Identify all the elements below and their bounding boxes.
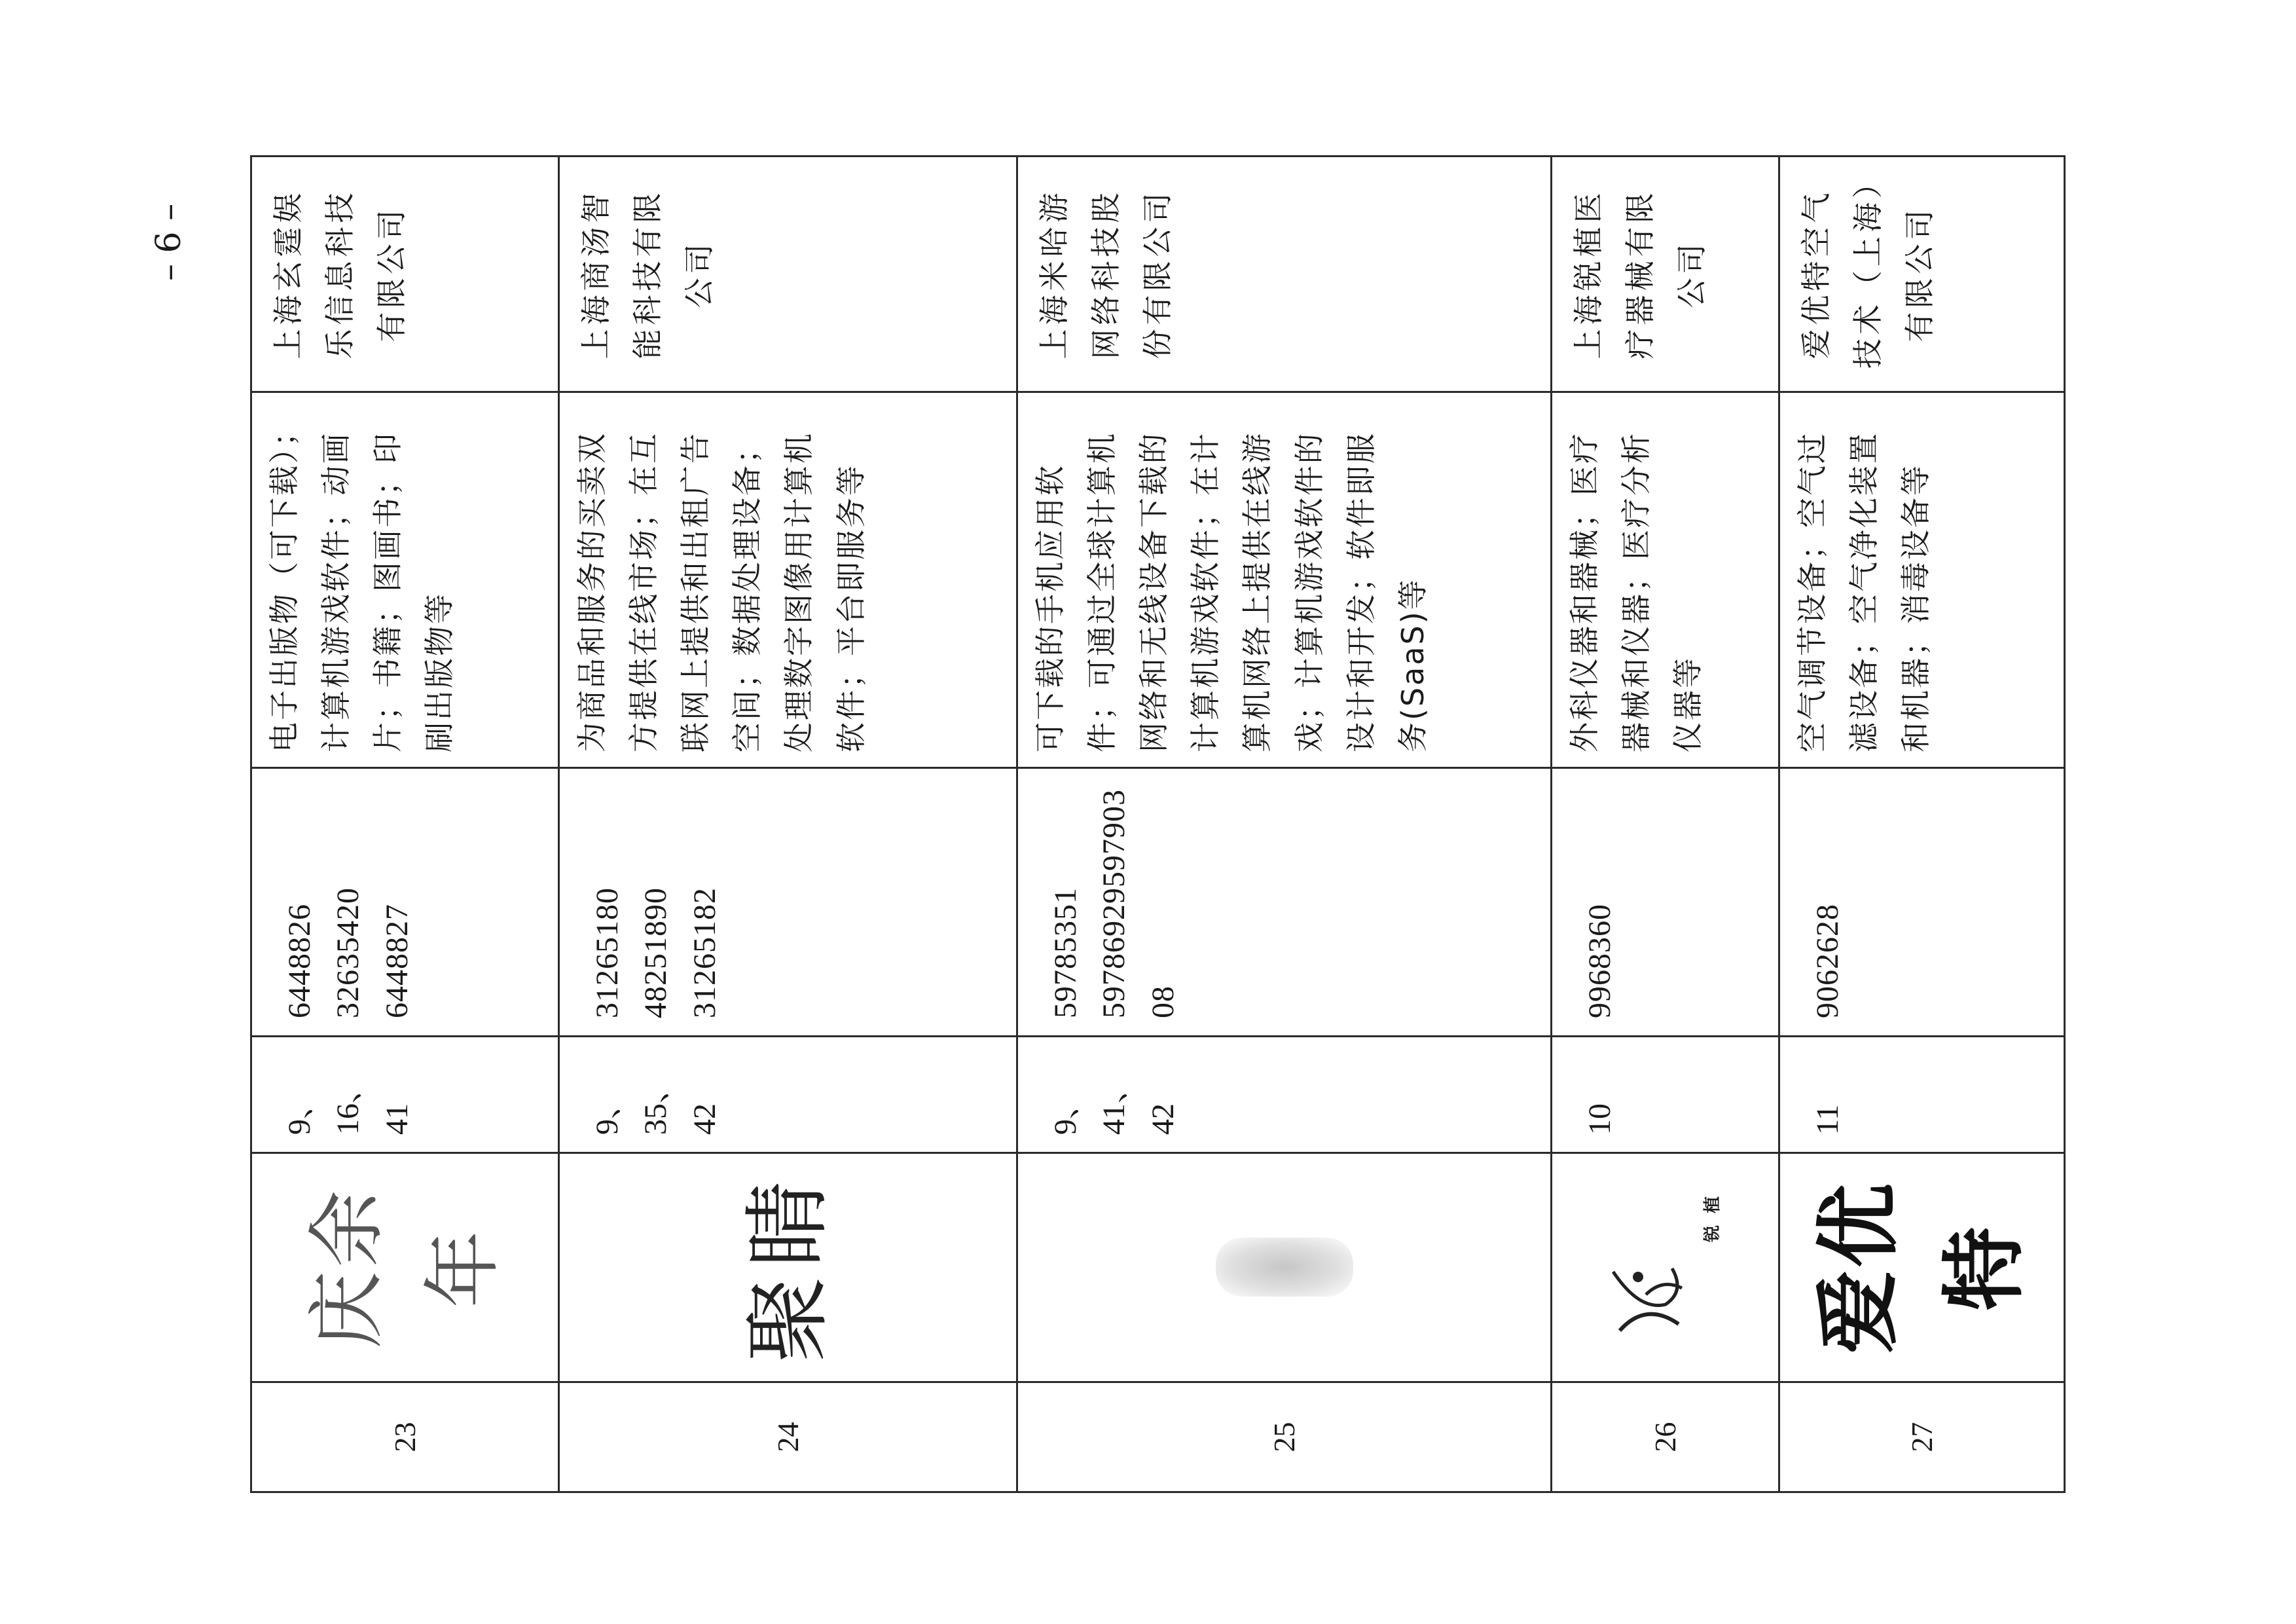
registration-number: 31265182: [687, 887, 722, 1018]
registration-number: 6448826: [282, 904, 317, 1018]
row-number: 24: [559, 1382, 1017, 1492]
trademark-logo: [559, 1153, 1017, 1382]
registration-numbers: [559, 768, 1017, 1037]
owner-company: 上海商汤智能科技有限公司: [559, 157, 1017, 392]
table-row: [559, 157, 1017, 1492]
trademark-logo: [1552, 1153, 1779, 1382]
goods-services: 电子出版物（可下载）；计算机游戏软件；动画片；书籍；图画书；印刷出版物等: [251, 392, 559, 768]
registration-numbers: [1779, 768, 2065, 1037]
owner-company: 上海米哈游网络科技股份有限公司: [1017, 157, 1552, 392]
blurred-logo-image: [1216, 1238, 1353, 1297]
registration-numbers: [251, 768, 559, 1037]
registration-number: 48251890: [638, 887, 674, 1018]
trademark-logo: [1779, 1153, 2065, 1382]
class-numbers: 10: [1552, 1037, 1779, 1153]
table-row: [1017, 157, 1552, 1492]
registration-number: 9968360: [1582, 904, 1617, 1018]
row-number: 23: [251, 1382, 559, 1492]
ruizhi-logo-icon: [1600, 1252, 1718, 1350]
registration-number: 31265180: [590, 887, 625, 1018]
registration-number: 5978692959790308: [1097, 789, 1180, 1018]
table-row: [1552, 157, 1779, 1492]
goods-services: 可下载的手机应用软件；可通过全球计算机网络和无线设备下载的计算机游戏软件；在计算机网络上提供在线游戏；计算机游戏软件的设计和开发；软件即服务(SaaS)等: [1017, 392, 1552, 768]
page-number: – 6 –: [149, 203, 189, 282]
trademark-logo-text: 聚睛: [737, 1172, 839, 1363]
registration-number: 9062628: [1810, 904, 1845, 1018]
owner-company: 上海玄霆娱乐信息科技有限公司: [251, 157, 559, 392]
registration-numbers: [1017, 768, 1552, 1037]
registration-number: 6448827: [379, 904, 414, 1018]
goods-services: 外科仪器和器械；医疗器械和仪器；医疗分析仪器等: [1552, 392, 1779, 768]
row-number: 27: [1779, 1382, 2065, 1492]
row-number: 25: [1017, 1382, 1552, 1492]
goods-services: 为商品和服务的买卖双方提供在线市场；在互联网上提供和出租广告空间；数据处理设备；处理数字图像用计算机软件；平台即服务等: [559, 392, 1017, 768]
trademark-logo-text: 庆余年: [301, 1186, 508, 1349]
trademark-logo: [1017, 1153, 1552, 1382]
trademark-logo-text: 爱优特: [1810, 1181, 2033, 1354]
class-numbers: 9、41、42: [1017, 1037, 1552, 1153]
trademark-table: [250, 157, 2064, 1493]
row-number: 26: [1552, 1382, 1779, 1492]
goods-services: 空气调节设备；空气过滤设备；空气净化装置和机器；消毒设备等: [1779, 392, 2065, 768]
table-row: [251, 157, 559, 1492]
trademark-logo-text: 锐植: [1702, 1184, 1722, 1242]
registration-number: 59785351: [1048, 887, 1083, 1018]
registration-numbers: [1552, 768, 1779, 1037]
class-numbers: 9、16、41: [251, 1037, 559, 1153]
class-numbers: 11: [1779, 1037, 2065, 1153]
owner-company: 爱优特空气技术（上海）有限公司: [1779, 157, 2065, 392]
table-row: [1779, 157, 2065, 1492]
class-numbers: 9、35、42: [559, 1037, 1017, 1153]
owner-company: 上海锐植医疗器械有限公司: [1552, 157, 1779, 392]
registration-number: 32635420: [331, 887, 366, 1018]
trademark-logo: [251, 1153, 559, 1382]
